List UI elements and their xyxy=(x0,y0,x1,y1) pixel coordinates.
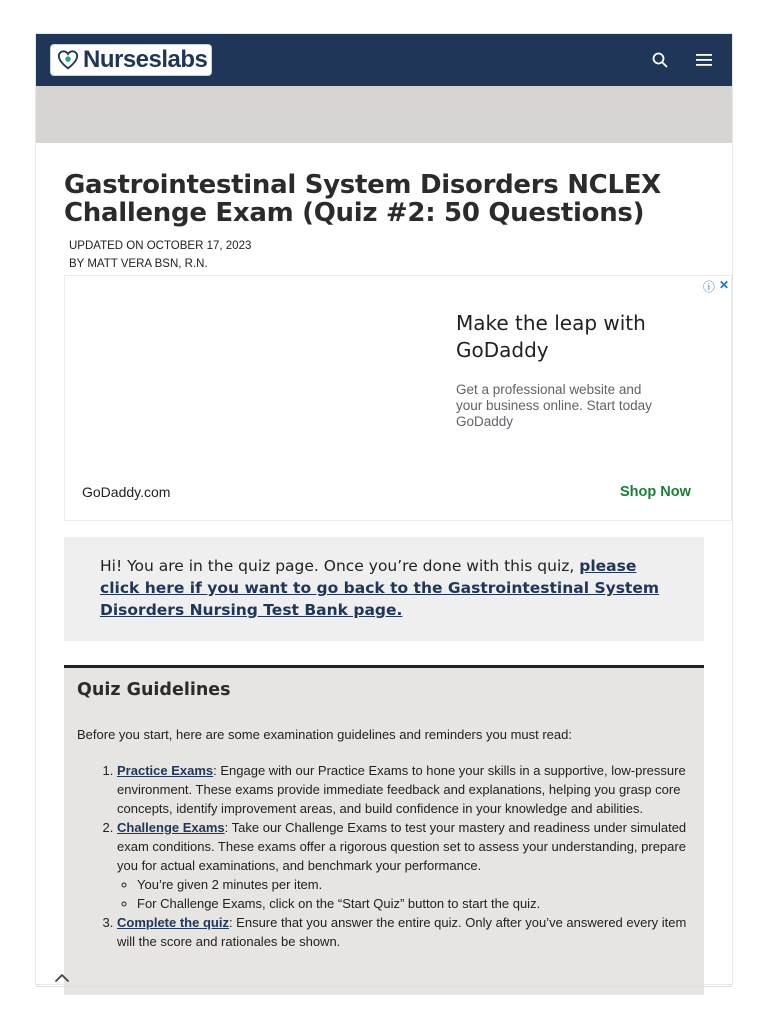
ad-headline[interactable]: Make the leap with GoDaddy xyxy=(456,311,646,362)
footer-divider xyxy=(36,986,732,987)
guideline-item xyxy=(117,761,690,818)
ad-shop-button[interactable]: Shop Now xyxy=(620,484,691,500)
sub-item: ◦ You’re given 2 minutes per item. xyxy=(137,875,690,894)
ad-close-icon[interactable]: ✕ xyxy=(718,278,729,292)
challenge-exams-link[interactable]: Challenge Exams xyxy=(117,820,225,835)
menu-icon[interactable] xyxy=(694,50,714,70)
scroll-to-top-icon[interactable] xyxy=(52,968,72,988)
guidelines-list xyxy=(77,761,690,951)
search-icon[interactable] xyxy=(650,50,670,70)
heart-stethoscope-icon xyxy=(57,49,79,71)
back-to-test-bank-link[interactable]: please click here if you want to go back to the Gastrointestinal System Disorders Nursing Test Bank page. xyxy=(100,557,660,619)
page-title: Gastrointestinal System Disorders NCLEX Challenge Exam (Quiz #2: 50 Questions) xyxy=(64,170,661,228)
logo-text: Nurseslabs xyxy=(83,46,208,73)
guideline-text: : Ensure that you answer the entire quiz. Only after you’ve answered every item will the score and rationales be shown. xyxy=(117,915,687,949)
ad-desc-line: Get a professional website and xyxy=(456,382,642,397)
ad-info-icon[interactable]: ⓘ xyxy=(702,280,715,294)
guideline-text: : Take our Challenge Exams to test your mastery and readiness under simulated exam conditions. These exams offer a rigorous question set to assess your understanding, prepare you for actual examinations, and benchmark your performance. xyxy=(117,820,687,873)
ad-url[interactable]: GoDaddy.com xyxy=(82,484,171,500)
ad-controls xyxy=(703,278,729,295)
complete-quiz-link[interactable]: Complete the quiz xyxy=(117,915,229,930)
guideline-text: : Engage with our Practice Exams to hone your skills in a supportive, low-pressure environment. These exams provide immediate feedback and explanations, helping you grasp core concepts, identify improvement areas, and build confidence in your knowledge and abilities. xyxy=(117,763,686,816)
challenge-sublist xyxy=(117,875,690,913)
godaddy-ad[interactable] xyxy=(64,275,732,521)
article-content xyxy=(36,171,732,995)
notice-text: Hi! You are in the quiz page. Once you’re done with this quiz, xyxy=(100,557,580,575)
quiz-guidelines xyxy=(64,665,704,995)
author-line: BY MATT VERA BSN, R.N. xyxy=(69,258,208,270)
top-ad-strip xyxy=(36,86,732,143)
guidelines-intro: Before you start, here are some examination guidelines and reminders you must read: xyxy=(77,727,572,742)
header-actions xyxy=(650,50,714,70)
quiz-notice xyxy=(64,537,704,641)
site-header xyxy=(36,34,732,86)
guideline-item xyxy=(117,818,690,913)
site-logo[interactable] xyxy=(50,44,212,76)
ad-desc-line: GoDaddy xyxy=(456,414,514,429)
practice-exams-link[interactable]: Practice Exams xyxy=(117,763,214,778)
updated-date: UPDATED ON OCTOBER 17, 2023 xyxy=(69,240,252,252)
ad-description xyxy=(456,382,652,430)
sub-item: ◦ For Challenge Exams, click on the “Start Quiz” button to start the quiz. xyxy=(137,894,690,913)
page xyxy=(36,34,732,984)
guidelines-title: Quiz Guidelines xyxy=(77,680,231,700)
guideline-item xyxy=(117,913,690,951)
ad-desc-line: your business online. Start today xyxy=(456,398,652,413)
